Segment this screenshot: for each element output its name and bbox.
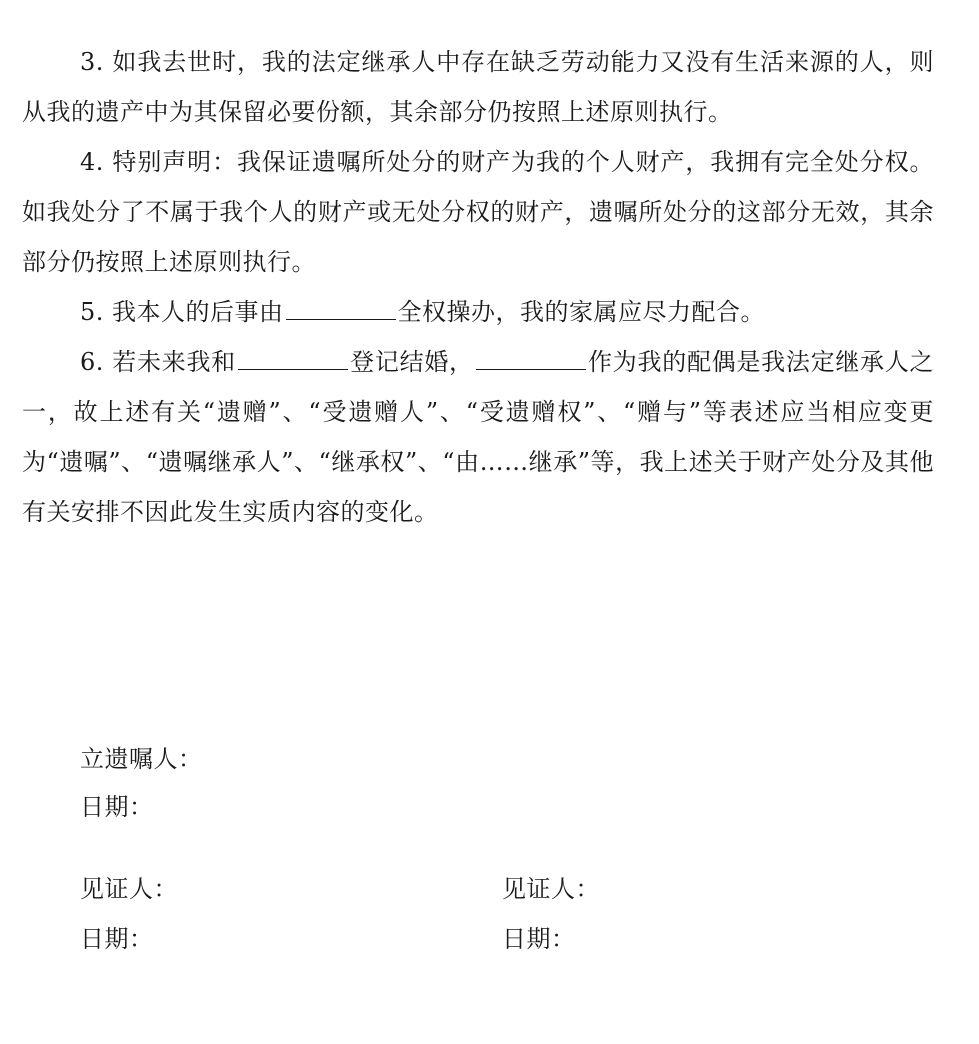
paragraph-6-before: 6. 若未来我和 — [80, 348, 236, 376]
paragraph-3-text: 3. 如我去世时，我的法定继承人中存在缺乏劳动能力又没有生活来源的人，则从我的遗产中为其保留必要份额，其余部分仍按照上述原则执行。 — [22, 48, 934, 126]
witness-1-date-label: 日期： — [80, 925, 154, 953]
witness-2-date-label: 日期： — [502, 925, 576, 953]
testator-label: 立遗嘱人： — [80, 745, 203, 773]
witness-1-label: 见证人： — [80, 875, 178, 903]
paragraph-6-middle: 登记结婚， — [349, 348, 474, 376]
future-spouse-blank — [238, 347, 348, 370]
paragraph-5 — [22, 287, 934, 337]
paragraph-4-text: 4. 特别声明：我保证遗嘱所处分的财产为我的个人财产，我拥有完全处分权。如我处分了不属于我个人的财产或无处分权的财产，遗嘱所处分的这部分无效，其余部分仍按照上述原则执行。 — [22, 148, 934, 276]
paragraph-6-after: 作为我的配偶是我法定继承人之一，故上述有关“遗赠”、“受遗赠人”、“受遗赠权”、“赠与”等表述应当相应变更为“遗嘱”、“遗嘱继承人”、“继承权”、“由……继承”等，我上述关于财产处分及其他有关安排不因此发生实质内容的变化。 — [22, 348, 935, 526]
paragraph-3 — [22, 37, 934, 137]
witness-2-label: 见证人： — [502, 875, 600, 903]
paragraph-5-after: 全权操办，我的家属应尽力配合。 — [397, 298, 766, 326]
paragraph-5-before: 5. 我本人的后事由 — [80, 298, 284, 326]
spouse-name-blank — [476, 347, 586, 370]
paragraph-4 — [22, 137, 934, 287]
will-body — [22, 37, 934, 537]
testator-date-label: 日期： — [80, 793, 154, 821]
funeral-manager-blank — [286, 297, 396, 320]
paragraph-6 — [22, 337, 934, 537]
